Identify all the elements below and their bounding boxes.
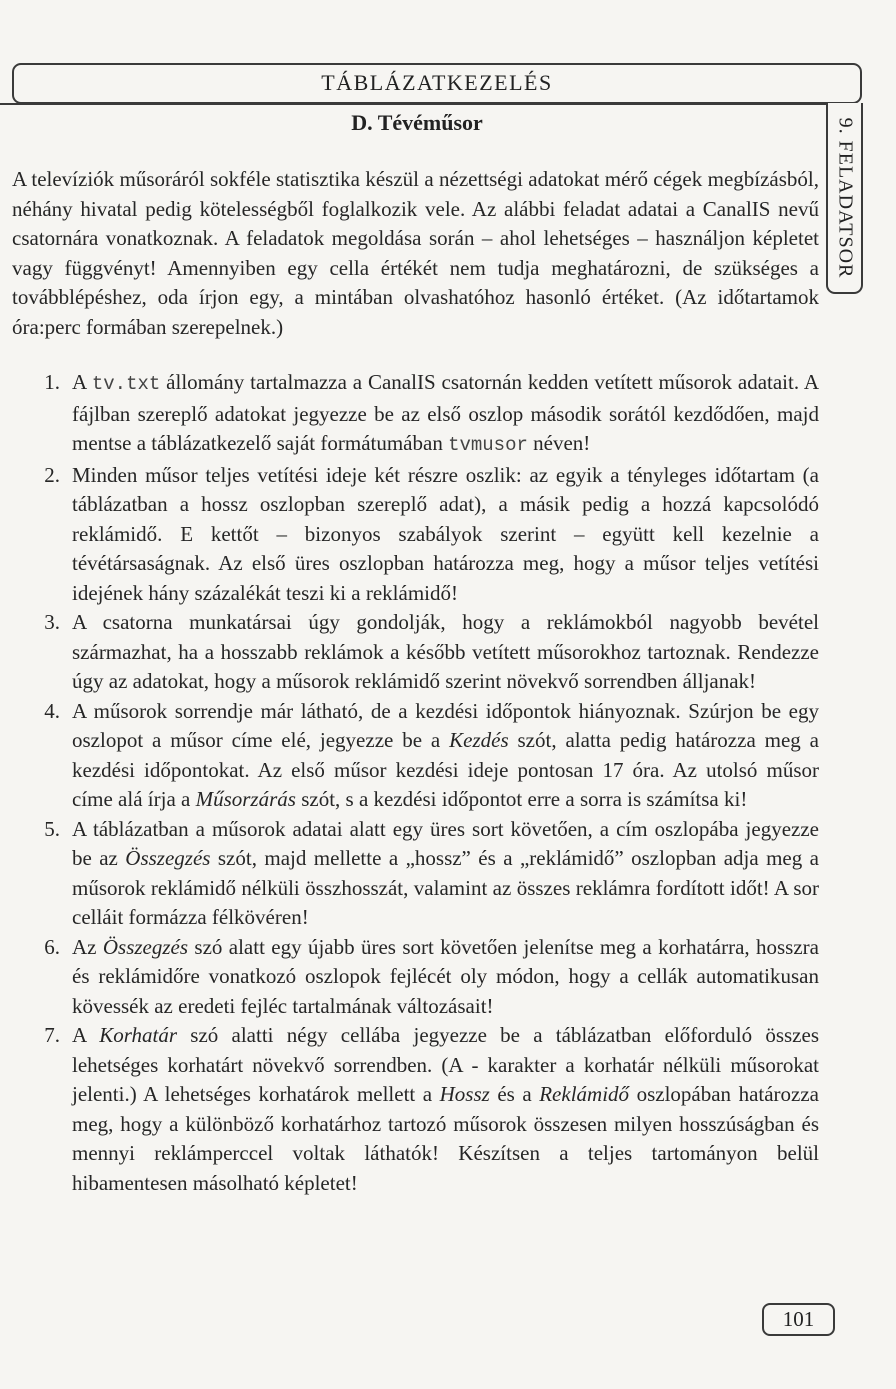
task-number: 5. <box>44 816 60 841</box>
section-title: D. Tévéműsor <box>351 110 483 135</box>
task-text: A táblázatban a műsorok adatai alatt egy üres sort követően, a cím oszlopába jegyezze be az Összegzés szót, majd mellette a „hossz” és a „reklámidő” oszlopban adja meg a műsorok reklámidő nélküli összhosszát, valamint az összes reklámra fordított időt! A sor celláit formázza félkövéren! <box>72 816 819 929</box>
task-text: Az Összegzés szó alatt egy újabb üres sort követően jelenítse meg a korhatárra, hosszra és reklámidőre vonatkozó oszlopok fejlécét oly módon, hogy a cellák automatikusan kövessék az eredeti fejléc tartalmának változásait! <box>72 934 819 1018</box>
task-7 <box>12 1021 819 1198</box>
intro-paragraph: A televíziók műsoráról sokféle statisztika készül a nézettségi adatokat mérő cégek megbízásból, néhány hivatal pedig kötelességből foglalkozik vele. Az alábbi feladat adatai a CanalIS nevű csatornára vonatkoznak. A feladatok megoldása során – ahol lehetséges – használjon képletet vagy függvényt! Amennyiben egy cella értékét nem tudja meghatározni, de szükséges a továbblépéshez, oda írjon egy, a mintában olvashatóhoz hasonló értéket. (Az időtartamok óra:perc formában szerepelnek.) <box>12 167 819 339</box>
keyword: Műsorzárás <box>195 787 296 811</box>
task-number: 1. <box>44 370 60 394</box>
file-name: tvmusor <box>448 434 528 456</box>
task-text: A csatorna munkatársai úgy gondolják, hogy a reklámokból nagyobb bevétel származhat, ha a hosszabb reklámok a később vetített műsorokhoz tartoznak. Rendezze úgy az adatokat, hogy a műsorok reklámidő szerint növekvő sorrendben álljanak! <box>72 610 819 693</box>
keyword: Hossz <box>439 1082 490 1106</box>
task-3 <box>12 608 819 697</box>
task-text: A műsorok sorrendje már látható, de a kezdési időpontok hiányoznak. Szúrjon be egy oszlopot a műsor címe elé, jegyezze be a Kezdés szót, alatta pedig határozza meg a kezdési időpontokat. Az első műsor kezdési ideje pontosan 17 óra. Az utolsó műsor címe alá írja a Műsorzárás szót, s a kezdési időpontot erre a sorra is számítsa ki! <box>72 698 819 811</box>
file-name: tv.txt <box>91 373 161 395</box>
keyword: Kezdés <box>449 728 509 752</box>
chapter-title: TÁBLÁZATKEZELÉS <box>321 70 553 95</box>
keyword: Korhatár <box>99 1023 178 1047</box>
task-1 <box>12 368 819 461</box>
task-number: 4. <box>44 698 60 723</box>
task-text: A tv.txt állomány tartalmazza a CanalIS csatornán kedden vetített műsorok adatait. A fájlban szereplő adatokat jegyezze be az első oszlop második sorától kezdődően, majd mentse a táblázatkezelő saját formátumában tvmusor néven! <box>72 370 819 456</box>
task-5 <box>12 815 819 933</box>
task-6 <box>12 933 819 1022</box>
keyword: Reklámidő <box>539 1082 630 1106</box>
keyword: Összegzés <box>125 846 211 870</box>
task-number: 6. <box>44 934 60 959</box>
page-number: 101 <box>762 1303 835 1336</box>
task-4 <box>12 697 819 815</box>
task-number: 7. <box>44 1023 60 1047</box>
task-number: 3. <box>44 610 60 634</box>
task-2 <box>12 461 819 609</box>
header-rule <box>0 103 832 105</box>
side-tab-label: 9. FELADATSOR <box>834 117 857 279</box>
task-text: Minden műsor teljes vetítési ideje két részre oszlik: az egyik a tényleges időtartam (a táblázatban a hossz oszlopban szereplő adat), a másik pedig a hozzá kapcsolódó reklámidő. E kettőt – bizonyos szabályok szerint – együtt kell kezelnie a tévétársaságnak. Az első üres oszlopban határozza meg, hogy a műsor teljes vetítési idejének hány százalékát teszi ki a reklámidő! <box>72 462 819 605</box>
keyword: Összegzés <box>102 934 189 959</box>
task-list <box>12 368 819 1198</box>
task-number: 2. <box>44 462 60 487</box>
task-text: A Korhatár szó alatti négy cellába jegyezze be a táblázatban előforduló összes lehetséges korhatárt növekvő sorrendben. (A - karakter a korhatár nélküli műsorokat jelenti.) A lehetséges korhatárok mellett a Hossz és a Reklámidő oszlopában határozza meg, hogy a különböző korhatárhoz tartozó műsorok összesen milyen hosszúságban és mennyi reklámperccel voltak láthatók! Készítsen a teljes tartományon belül hibamentesen másolható képletet! <box>72 1023 820 1195</box>
